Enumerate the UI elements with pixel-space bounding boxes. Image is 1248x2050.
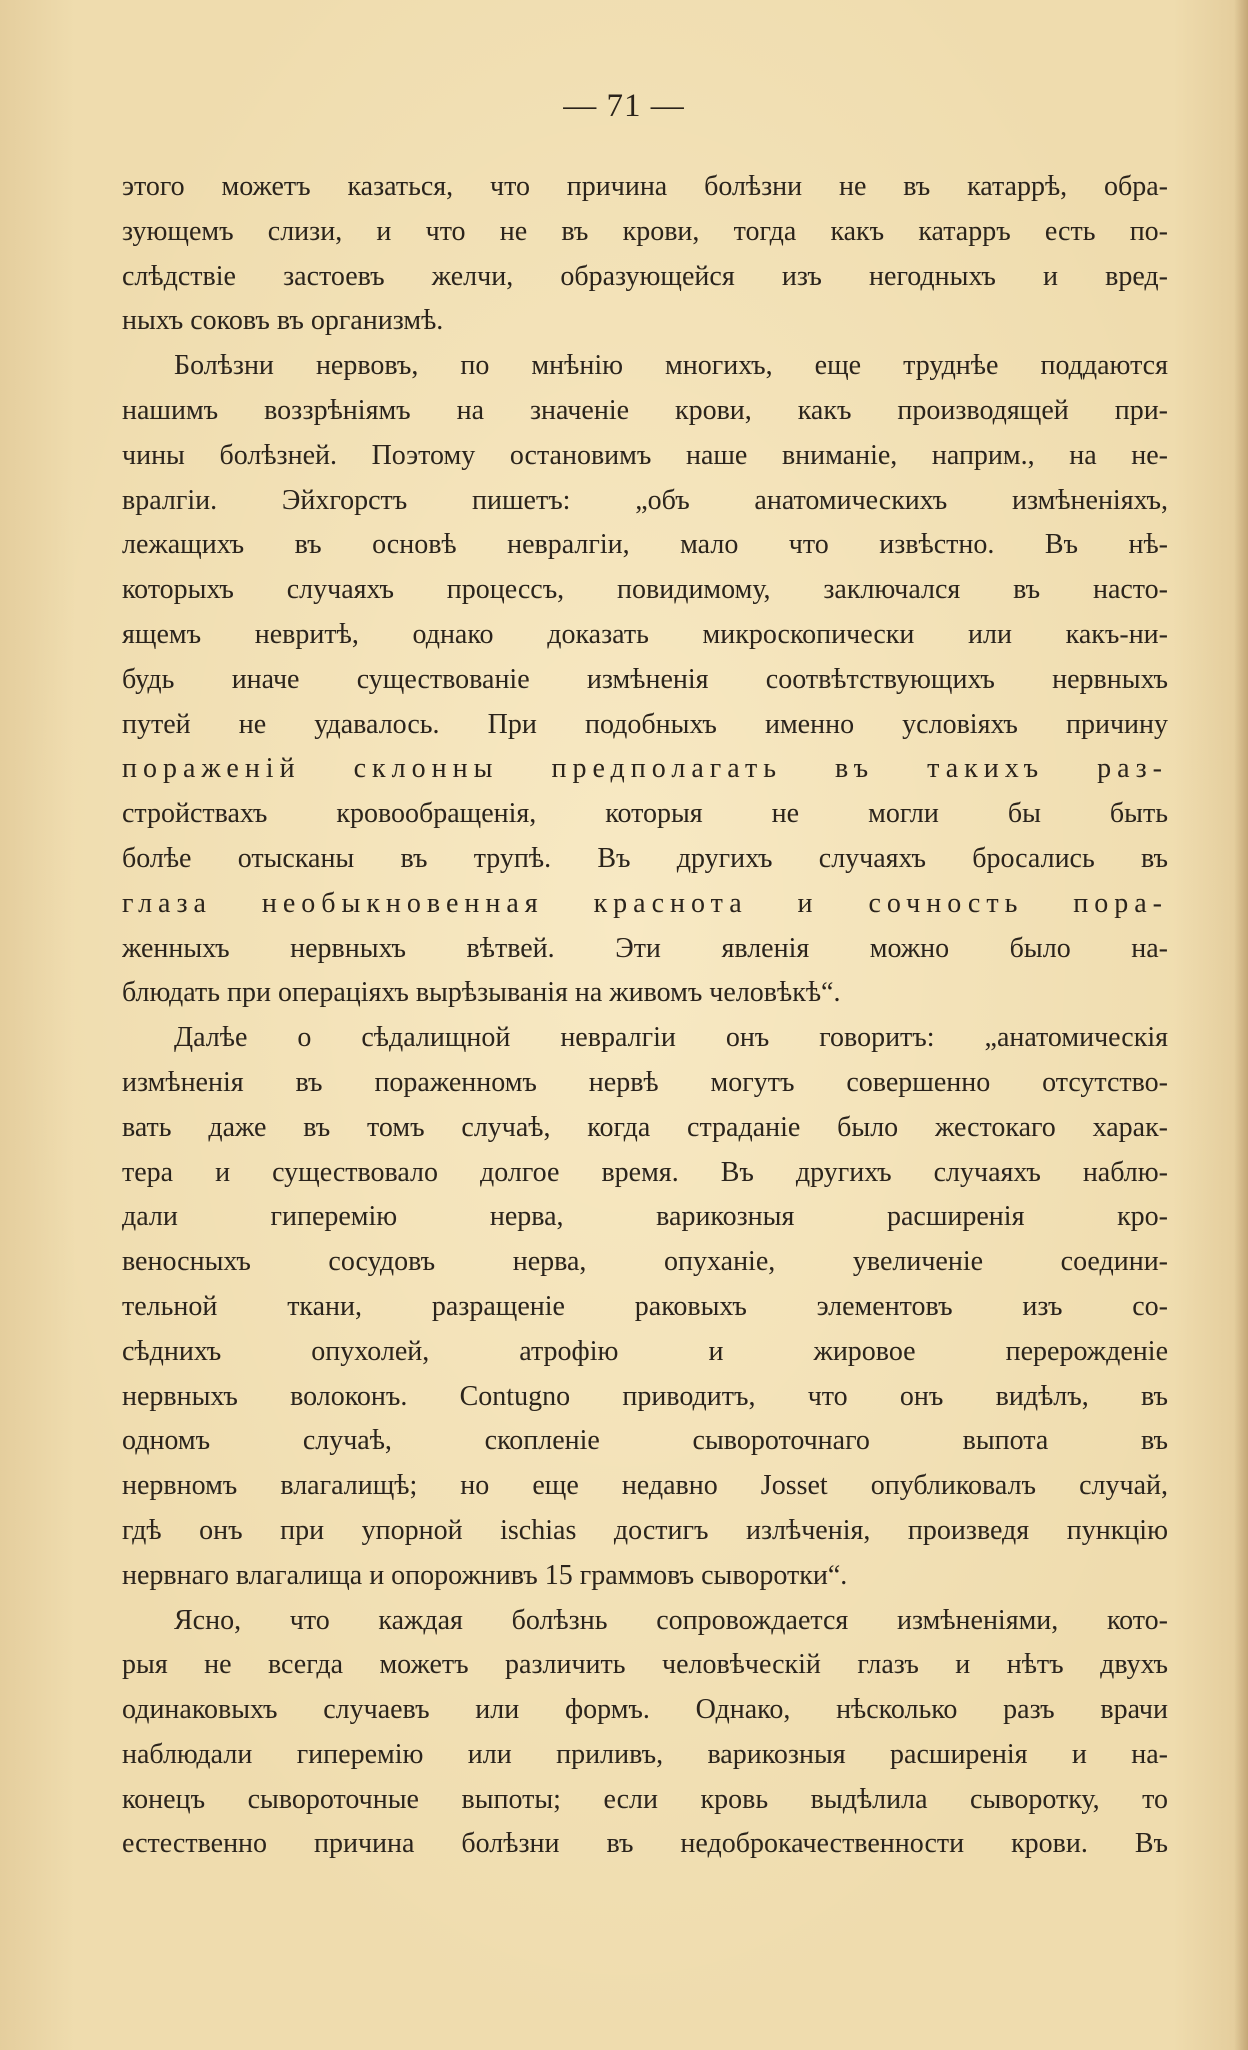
text-line: будь иначе существованіе измѣненія соотвѣтствующихъ нервныхъ [122,663,1168,695]
text-line: болѣе отысканы въ трупѣ. Въ другихъ случаяхъ бросались въ [122,842,1168,874]
text-line: наблюдали гиперемію или приливъ, варикозныя расширенія и на- [122,1738,1168,1770]
text-line: стройствахъ кровообращенія, которыя не могли бы быть [122,798,1168,830]
body-text [122,165,1168,1867]
text-line: женныхъ нервныхъ вѣтвей. Эти явленія можно было на- [122,932,1168,964]
text-line: зующемъ слизи, и что не въ крови, тогда какъ катарръ есть по- [122,215,1168,247]
text-line: рыя не всегда можетъ различить человѣческій глазъ и нѣтъ двухъ [122,1649,1168,1681]
text-line: вралгіи. Эйхгорстъ пишетъ: „объ анатомическихъ измѣненіяхъ, [122,484,1168,516]
text-line: одинаковыхъ случаевъ или формъ. Однако, нѣсколько разъ врачи [122,1694,1168,1726]
text-line: измѣненія въ пораженномъ нервѣ могутъ совершенно отсутство- [122,1066,1168,1098]
page-edge-shadow [1234,0,1248,2050]
text-line: конецъ сывороточные выпоты; если кровь выдѣлила сыворотку, то [122,1783,1168,1815]
text-line: чины болѣзней. Поэтому остановимъ наше вниманіе, наприм., на не- [122,439,1168,471]
text-line: ныхъ соковъ въ организмѣ. [122,305,444,337]
text-line: которыхъ случаяхъ процессъ, повидимому, заключался въ насто- [122,574,1168,606]
text-line: тельной ткани, разращеніе раковыхъ элементовъ изъ со- [122,1290,1168,1322]
text-line: блюдать при операціяхъ вырѣзыванія на живомъ человѣкѣ“. [122,977,841,1009]
text-line: Далѣе о сѣдалищной невралгіи онъ говоритъ: „анатомическія [174,1022,1168,1054]
text-line: веносныхъ сосудовъ нерва, опуханіе, увеличеніе соедини- [122,1246,1168,1278]
text-line: гдѣ онъ при упорной ischias достигъ излѣченія, произведя пункцію [122,1514,1168,1546]
text-line: глаза необыкновенная краснота и сочность пора- [122,887,1168,919]
text-line: нервнаго влагалища и опорожнивъ 15 граммовъ сыворотки“. [122,1559,848,1591]
text-line: тера и существовало долгое время. Въ другихъ случаяхъ наблю- [122,1156,1168,1188]
text-line: естественно причина болѣзни въ недоброкачественности крови. Въ [122,1828,1168,1860]
text-line: ящемъ невритѣ, однако доказать микроскопически или какъ-ни- [122,618,1168,650]
text-line: вать даже въ томъ случаѣ, когда страданіе было жестокаго харак- [122,1111,1168,1143]
text-line: нашимъ воззрѣніямъ на значеніе крови, какъ производящей при- [122,394,1168,426]
page-number: — 71 — [563,88,685,124]
text-line: нервныхъ волоконъ. Contugno приводитъ, что онъ видѣлъ, въ [122,1380,1168,1412]
text-line: сѣднихъ опухолей, атрофію и жировое перерожденіе [122,1335,1168,1367]
text-line: слѣдствіе застоевъ желчи, образующейся изъ негодныхъ и вред- [122,260,1168,292]
text-line: этого можетъ казаться, что причина болѣзни не въ катаррѣ, обра- [122,171,1168,202]
text-line: одномъ случаѣ, скопленіе сывороточнаго выпота въ [122,1425,1168,1457]
text-line: Болѣзни нервовъ, по мнѣнію многихъ, еще труднѣе поддаются [174,350,1168,382]
text-line: путей не удавалось. При подобныхъ именно условіяхъ причину [122,708,1168,740]
text-line: пораженій склонны предполагать въ такихъ раз- [122,753,1168,785]
text-line: дали гиперемію нерва, варикозныя расширенія кро- [122,1201,1168,1233]
text-line: Ясно, что каждая болѣзнь сопровождается измѣненіями, кото- [174,1604,1168,1636]
text-line: нервномъ влагалищѣ; но еще недавно Josset опубликовалъ случай, [122,1470,1168,1502]
text-line: лежащихъ въ основѣ невралгіи, мало что извѣстно. Въ нѣ- [122,529,1168,561]
